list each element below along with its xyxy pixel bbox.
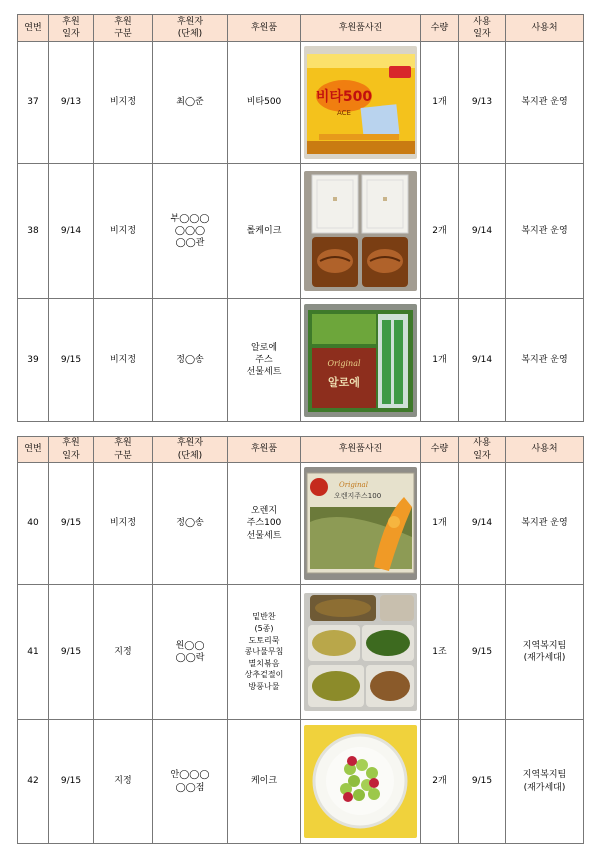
svg-text:오렌지주스100: 오렌지주스100 — [334, 492, 382, 500]
header-date: 후원 일자 — [49, 15, 94, 42]
cell-type: 지정 — [94, 585, 153, 720]
cell-use-date: 9/15 — [459, 585, 506, 720]
cell-no: 40 — [18, 463, 49, 585]
table-header-row — [18, 437, 584, 463]
table-row — [18, 164, 584, 299]
header-use-date: 사용 일자 — [459, 15, 506, 42]
cell-no: 38 — [18, 164, 49, 299]
cell-use-date: 9/13 — [459, 42, 506, 164]
cell-donor: 부◯◯◯ ◯◯◯ ◯◯관 — [153, 164, 228, 299]
orange-juice-image — [304, 467, 417, 580]
donation-table-1 — [17, 14, 584, 422]
cell-item: 밑반찬 (5종) 도토리묵 콩나물무침 멸치볶음 상추겉절이 방풍나물 — [228, 585, 301, 720]
header-type: 후원 구분 — [94, 437, 153, 463]
cell-use-date: 9/14 — [459, 463, 506, 585]
roll-cake-image — [304, 171, 417, 291]
cell-qty: 1조 — [421, 585, 459, 720]
cell-photo — [301, 164, 421, 299]
cell-usage: 복지관 운영 — [506, 42, 584, 164]
cell-item: 롤케이크 — [228, 164, 301, 299]
photo-vita500-box — [304, 46, 417, 159]
cell-date: 9/14 — [49, 164, 94, 299]
header-type: 후원 구분 — [94, 15, 153, 42]
svg-text:Original: Original — [327, 358, 361, 368]
table-row — [18, 585, 584, 720]
cell-photo — [301, 720, 421, 844]
cell-no: 39 — [18, 299, 49, 422]
header-no: 연번 — [18, 15, 49, 42]
cell-no: 42 — [18, 720, 49, 844]
cell-type: 비지정 — [94, 164, 153, 299]
cell-photo — [301, 585, 421, 720]
vita500-box-image — [304, 46, 417, 159]
table-row — [18, 720, 584, 844]
photo-grape-cake — [304, 725, 417, 838]
cell-item: 케이크 — [228, 720, 301, 844]
cell-type: 비지정 — [94, 463, 153, 585]
cell-date: 9/13 — [49, 42, 94, 164]
header-donor: 후원자 (단체) — [153, 437, 228, 463]
cell-usage: 복지관 운영 — [506, 299, 584, 422]
cell-date: 9/15 — [49, 585, 94, 720]
table-row — [18, 299, 584, 422]
header-qty: 수량 — [421, 15, 459, 42]
header-no: 연번 — [18, 437, 49, 463]
photo-orange-juice-set — [304, 467, 417, 580]
cell-type: 비지정 — [94, 42, 153, 164]
cell-donor: 최◯준 — [153, 42, 228, 164]
side-dishes-image — [304, 593, 417, 711]
cell-usage: 복지관 운영 — [506, 164, 584, 299]
cell-date: 9/15 — [49, 463, 94, 585]
cell-use-date: 9/14 — [459, 164, 506, 299]
photo-side-dishes — [304, 593, 417, 711]
svg-text:알로에: 알로에 — [328, 375, 360, 389]
header-photo: 후원품사진 — [301, 15, 421, 42]
header-item: 후원품 — [228, 15, 301, 42]
donation-table-2 — [17, 436, 584, 844]
aloe-juice-image — [304, 304, 417, 417]
cell-item: 오렌지 주스100 선물세트 — [228, 463, 301, 585]
cell-type: 비지정 — [94, 299, 153, 422]
header-date: 후원 일자 — [49, 437, 94, 463]
cell-no: 37 — [18, 42, 49, 164]
header-item: 후원품 — [228, 437, 301, 463]
cell-use-date: 9/15 — [459, 720, 506, 844]
cell-donor: 원◯◯ ◯◯락 — [153, 585, 228, 720]
cell-photo — [301, 463, 421, 585]
cell-qty: 1개 — [421, 42, 459, 164]
cell-item: 알로에 주스 선물세트 — [228, 299, 301, 422]
cell-donor: 정◯송 — [153, 299, 228, 422]
cell-type: 지정 — [94, 720, 153, 844]
cell-photo — [301, 299, 421, 422]
table-header-row — [18, 15, 584, 42]
svg-text:비타500: 비타500 — [315, 89, 373, 105]
cell-usage: 지역복지팀 (재가세대) — [506, 585, 584, 720]
table-row — [18, 463, 584, 585]
header-qty: 수량 — [421, 437, 459, 463]
header-usage: 사용처 — [506, 437, 584, 463]
cell-qty: 2개 — [421, 164, 459, 299]
photo-aloe-juice-set — [304, 304, 417, 417]
cell-no: 41 — [18, 585, 49, 720]
cell-usage: 지역복지팀 (재가세대) — [506, 720, 584, 844]
header-use-date: 사용 일자 — [459, 437, 506, 463]
cell-donor: 정◯송 — [153, 463, 228, 585]
cell-qty: 1개 — [421, 299, 459, 422]
table-row — [18, 42, 584, 164]
cell-use-date: 9/14 — [459, 299, 506, 422]
cell-item: 비타500 — [228, 42, 301, 164]
cell-photo — [301, 42, 421, 164]
svg-text:ACE: ACE — [337, 109, 351, 117]
cell-qty: 2개 — [421, 720, 459, 844]
grape-cake-image — [304, 725, 417, 838]
cell-donor: 안◯◯◯ ◯◯점 — [153, 720, 228, 844]
header-photo: 후원품사진 — [301, 437, 421, 463]
cell-usage: 복지관 운영 — [506, 463, 584, 585]
cell-qty: 1개 — [421, 463, 459, 585]
cell-date: 9/15 — [49, 720, 94, 844]
cell-date: 9/15 — [49, 299, 94, 422]
header-donor: 후원자 (단체) — [153, 15, 228, 42]
svg-text:Original: Original — [339, 481, 368, 489]
header-usage: 사용처 — [506, 15, 584, 42]
photo-roll-cake-boxes — [304, 171, 417, 291]
